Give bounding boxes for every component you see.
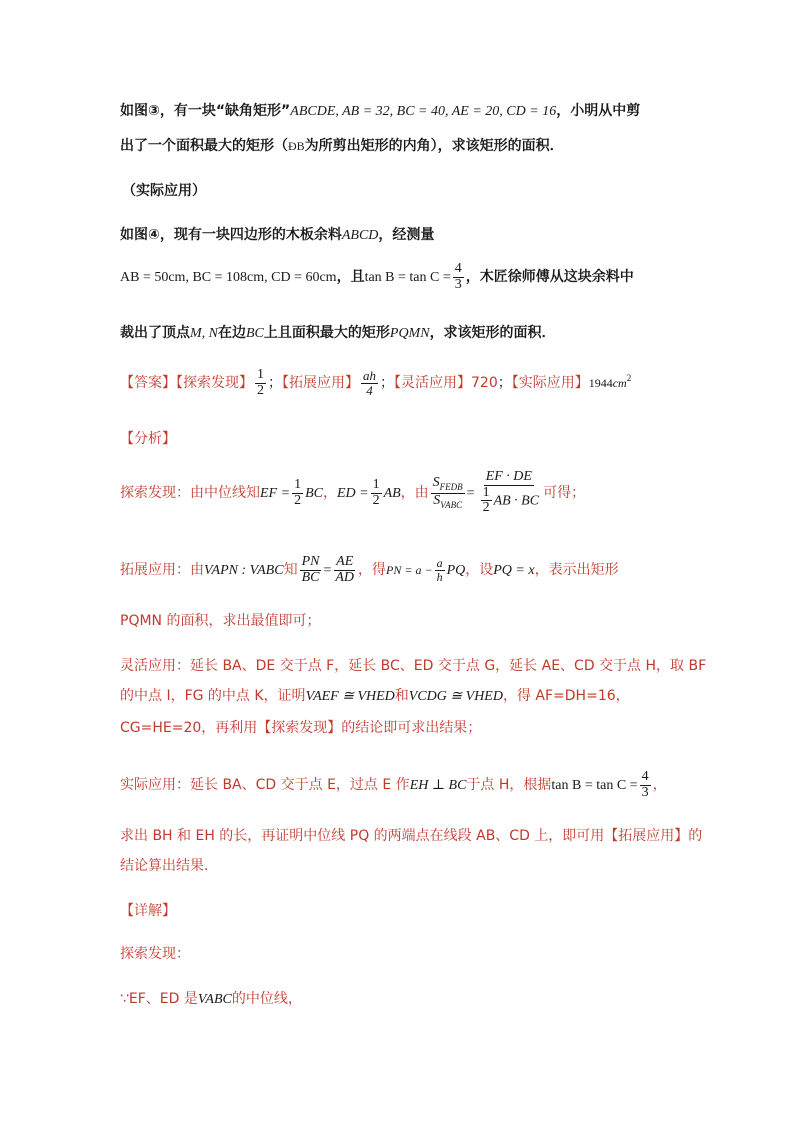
numerator: 4 — [454, 261, 462, 276]
math-expression: VCDG ≅ VHED — [408, 689, 503, 704]
math-expression: VABC — [197, 992, 232, 1007]
math-expression: ABCD — [341, 228, 379, 243]
analysis-extend-line-2: PQMN 的面积，求出最值即可； — [120, 613, 321, 629]
answer-label: 【拓展应用】 — [282, 375, 359, 392]
answer-line — [120, 368, 631, 398]
equals-sign: = — [323, 563, 332, 579]
analysis-actual-line-3: 结论算出结果． — [120, 858, 218, 874]
text: ，得 AF=DH=16， — [502, 688, 630, 704]
denominator: 2 — [257, 382, 264, 398]
text: ∵EF、ED 是 — [120, 991, 198, 1007]
math-expression: VAPN : VABC — [204, 563, 284, 579]
analysis-explore-line — [120, 470, 585, 516]
text: 拓展应用：由 — [120, 562, 204, 579]
fraction — [361, 369, 378, 397]
answer-label: 【灵活应用】 — [394, 375, 471, 392]
text: 探索发现：由中位线知 — [120, 485, 260, 502]
subscript: VABC — [440, 499, 463, 510]
fraction — [640, 770, 651, 800]
fraction — [453, 262, 464, 292]
fraction — [477, 470, 542, 516]
text: ，求该矩形的面积． — [429, 325, 556, 341]
text: ，且 — [336, 269, 365, 286]
separator: ， — [322, 485, 337, 502]
analysis-flexible-line-1: 灵活应用：延长 BA、DE 交于点 F，延长 BC、ED 交于点 G，延长 AE、CD 交于点 H，取 BF — [120, 658, 707, 674]
answer-tag: 【答案】 — [120, 375, 176, 392]
fraction — [255, 368, 266, 398]
separator: ； — [268, 375, 282, 392]
math-expression: ABCDE, AB = 32, BC = 40, AE = 20, CD = 16 — [290, 104, 557, 119]
fraction — [371, 478, 382, 508]
denominator: AD — [335, 569, 355, 585]
text: 的中位线， — [231, 991, 302, 1007]
unit: cm — [612, 376, 627, 391]
area-symbol: S — [432, 475, 440, 491]
text: 于点 H，根据 — [466, 777, 552, 794]
math-expression: M, N — [190, 326, 218, 341]
area-symbol: S — [433, 492, 441, 508]
math-expression: VAEF ≅ VHED — [305, 689, 395, 704]
math-expression: AB · BC — [493, 493, 540, 509]
numerator: 1 — [372, 476, 380, 492]
text: 实际应用：延长 BA、CD 交于点 E，过点 E 作 — [120, 777, 410, 794]
denominator: 2 — [294, 492, 302, 508]
separator: ； — [380, 375, 394, 392]
numerator: 1 — [257, 367, 264, 382]
problem-4-line-1 — [120, 224, 434, 244]
analysis-flexible-line-2 — [120, 685, 630, 705]
analysis-flexible-line-3: CG=HE=20，再利用【探索发现】的结论即可求出结果； — [120, 720, 482, 736]
denominator: h — [436, 569, 443, 584]
numerator: AE — [336, 554, 354, 569]
separator: ； — [497, 375, 512, 392]
fraction — [333, 555, 356, 585]
fraction — [431, 476, 465, 510]
math-expression: BC — [246, 326, 264, 341]
exponent: 2 — [626, 373, 632, 384]
numerator: a — [436, 556, 443, 571]
fraction — [481, 486, 492, 516]
section-heading-actual: （实际应用） — [122, 183, 206, 199]
denominator: 3 — [454, 276, 462, 292]
problem-4-line-2 — [120, 262, 634, 292]
text: 知 — [283, 562, 298, 579]
answer-label: 【实际应用】 — [511, 375, 589, 392]
problem-3-line-1 — [120, 100, 640, 120]
fraction — [300, 555, 322, 585]
denominator: 3 — [641, 784, 649, 800]
answer-value: 1944 — [588, 376, 613, 391]
detail-heading: 【详解】 — [120, 903, 176, 919]
text: ，小明从中剪 — [556, 103, 641, 119]
text: ，得 — [358, 562, 387, 579]
text: ，表示出矩形 — [534, 562, 619, 579]
text: 如图④，现有一块四边形的木板余料 — [120, 227, 342, 243]
numerator: ah — [363, 368, 376, 384]
text: 上且面积最大的矩形 — [263, 325, 390, 341]
problem-4-line-3 — [120, 322, 556, 342]
text: 和 — [394, 688, 409, 704]
math-expression: ED = — [336, 486, 369, 502]
math-expression: PQ — [446, 563, 466, 579]
math-expression: ÐB — [288, 139, 305, 153]
detail-line-2 — [120, 988, 302, 1008]
analysis-extend-line — [120, 555, 619, 585]
denominator: 4 — [366, 382, 373, 398]
math-expression: BC — [305, 486, 323, 502]
math-expression: AB = 50cm, BC = 108cm, CD = 60cm — [120, 270, 337, 286]
numerator: PN — [301, 554, 320, 569]
answer-label: 【探索发现】 — [176, 375, 253, 392]
text: 如图③，有一块“缺角矩形” — [120, 103, 291, 119]
math-expression: tan B = tan C = — [551, 778, 638, 794]
numerator: 1 — [482, 484, 490, 500]
denominator: 2 — [372, 492, 380, 508]
text: 裁出了顶点 — [120, 325, 190, 341]
denominator: BC — [301, 569, 320, 585]
math-expression: AB — [383, 486, 401, 502]
answer-value: 720 — [471, 375, 498, 392]
analysis-actual-line-2: 求出 BH 和 EH 的长，再证明中位线 PQ 的两端点在线段 AB、CD 上，即可用【拓展应用】的 — [120, 828, 703, 844]
fraction — [292, 478, 303, 508]
text: 在边 — [218, 325, 246, 341]
subscript: FEDB — [439, 482, 463, 493]
detail-line-1: 探索发现： — [120, 946, 190, 962]
math-expression: EF = — [260, 486, 291, 502]
analysis-heading: 【分析】 — [120, 431, 176, 447]
numerator: EF · DE — [485, 469, 532, 484]
text: 为所剪出矩形的内角），求该矩形的面积． — [304, 138, 564, 154]
text: ，设 — [465, 562, 494, 579]
text: ， — [652, 777, 667, 794]
problem-3-line-2 — [120, 135, 564, 155]
math-expression: EH ⊥ BC — [409, 778, 467, 794]
text: 的中点 I，FG 的中点 K，证明 — [120, 688, 306, 704]
math-expression: PQMN — [389, 326, 430, 341]
math-expression: PN = a − — [386, 563, 433, 578]
analysis-actual-line-1 — [120, 770, 667, 800]
fraction — [435, 557, 445, 583]
math-expression: PQ = x — [493, 563, 535, 579]
numerator: 1 — [294, 476, 302, 492]
text: 出了一个面积最大的矩形（ — [120, 138, 288, 154]
denominator: 2 — [482, 500, 490, 516]
numerator: 4 — [641, 769, 649, 784]
text: 可得； — [543, 485, 586, 502]
text: ，木匠徐师傅从这块余料中 — [465, 269, 634, 286]
math-expression: tan B = tan C = — [364, 270, 451, 286]
equals-sign: = — [466, 486, 475, 502]
text: ，经测量 — [378, 227, 435, 243]
text: ，由 — [400, 485, 429, 502]
